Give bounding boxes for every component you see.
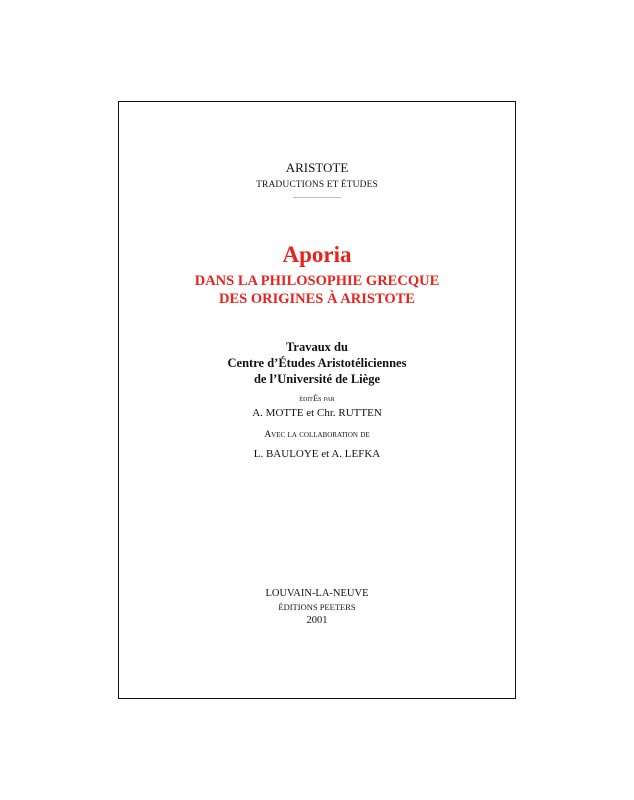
series-subtitle: TRADUCTIONS ET ÉTUDES xyxy=(256,180,378,190)
edited-by-label: éditÉs par xyxy=(299,393,335,403)
editors: A. MOTTE et Chr. RUTTEN xyxy=(252,407,382,419)
imprint-publisher: ÉDITIONS PEETERS xyxy=(278,602,356,612)
book-subtitle-line1: DANS LA PHILOSOPHIE GRECQUE xyxy=(194,273,440,289)
work-line3: de l’Université de Liège xyxy=(253,372,380,386)
divider xyxy=(293,197,341,198)
collaborators: L. BAULOYE et A. LEFKA xyxy=(253,448,381,460)
series-title: ARISTOTE xyxy=(285,160,349,175)
imprint-year: 2001 xyxy=(306,615,328,626)
work-line1: Travaux du xyxy=(286,340,348,354)
collaboration-label: Avec la collaboration de xyxy=(264,430,370,440)
imprint-place: LOUVAIN-LA-NEUVE xyxy=(265,588,369,599)
book-subtitle-line2: DES ORIGINES À ARISTOTE xyxy=(219,291,415,307)
book-title: Aporia xyxy=(282,242,352,267)
work-line2: Centre d’Études Aristotéliciennes xyxy=(227,356,407,370)
